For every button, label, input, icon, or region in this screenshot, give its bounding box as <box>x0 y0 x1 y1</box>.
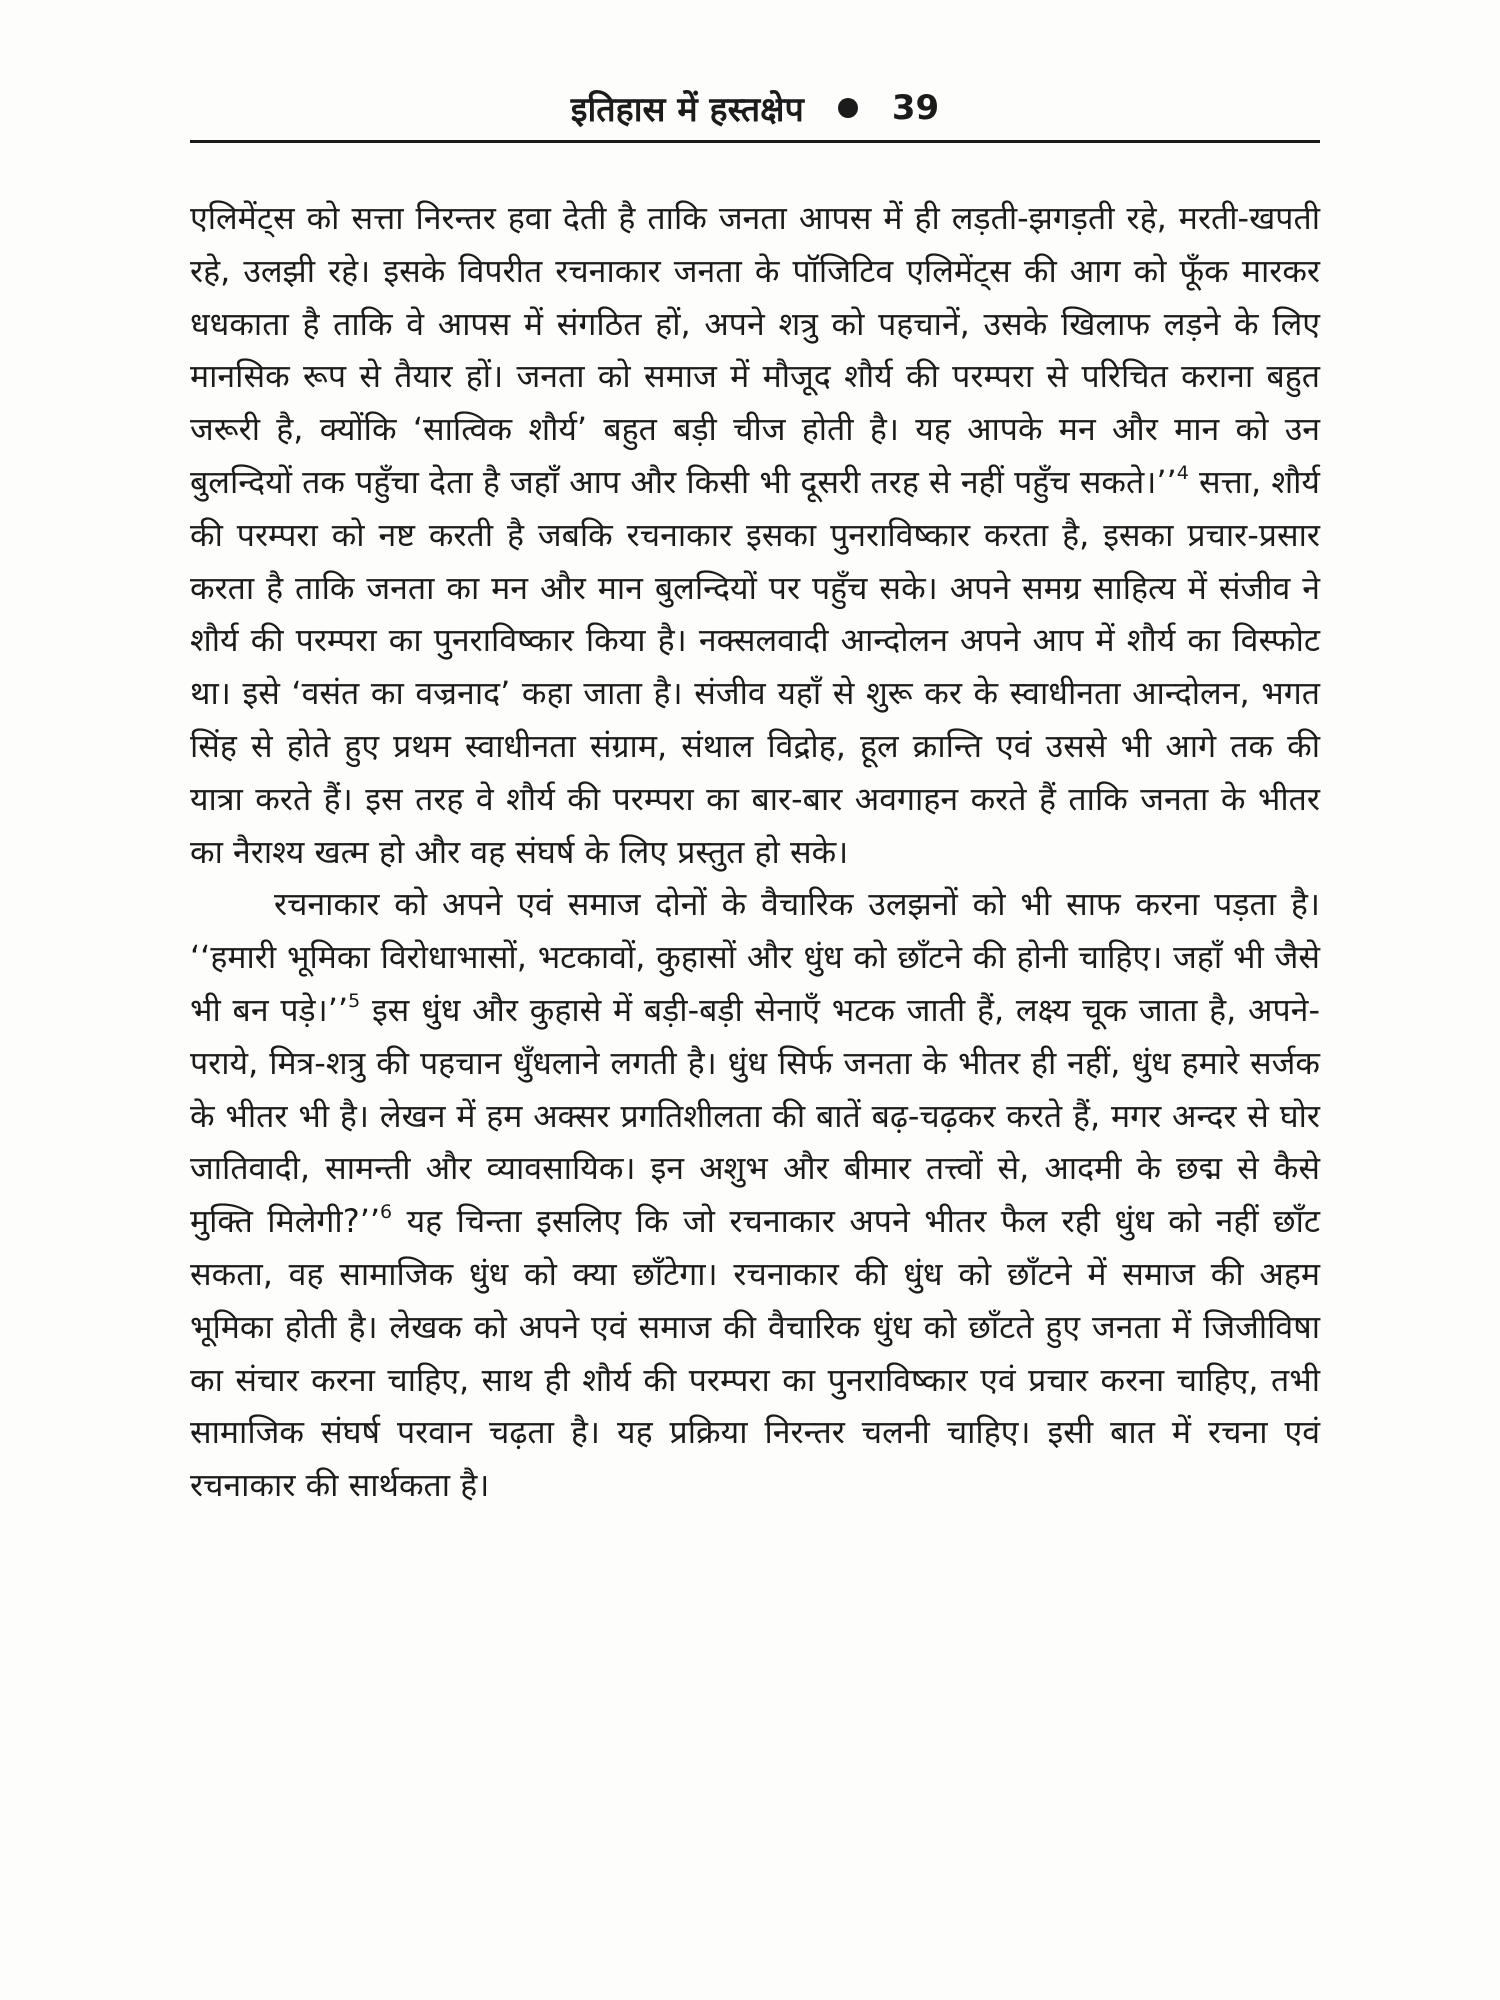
header-rule <box>190 140 1320 143</box>
footnote-ref-6: 6 <box>380 1201 393 1224</box>
running-header <box>190 78 1320 138</box>
paragraph-2 <box>190 878 1320 1512</box>
page-number: 39 <box>891 88 940 128</box>
paragraph-2-text-c: यह चिन्ता इसलिए कि जो रचनाकार अपने भीतर फैल रही धुंध को नहीं छाँट सकता, वह सामाजिक धुंध को क्या छाँटेगा। रचनाकार की धुंध को छाँटने में समाज की अहम भूमिका होती है। लेखक को अपने एवं समाज की वैचारिक धुंध को छाँटते हुए जनता में जिजीविषा का संचार करना चाहिए, साथ ही शौर्य की परम्परा का पुनराविष्कार एवं प्रचार करना चाहिए, तभी सामाजिक संघर्ष परवान चढ़ता है। यह प्रक्रिया निरन्तर चलनी चाहिए। इसी बात में रचना एवं रचनाकार की सार्थकता है। <box>190 1202 1320 1505</box>
paragraph-2-text-b: इस धुंध और कुहासे में बड़ी-बड़ी सेनाएँ भटक जाती हैं, लक्ष्य चूक जाता है, अपने-पराये, मित्र-शत्रु की पहचान धुँधलाने लगती है। धुंध सिर्फ जनता के भीतर ही नहीं, धुंध हमारे सर्जक के भीतर भी है। लेखन में हम अक्सर प्रगतिशीलता की बातें बढ़-चढ़कर करते हैं, मगर अन्दर से घोर जातिवादी, सामन्ती और व्यावसायिक। इन अशुभ और बीमार तत्त्वों से, आदमी के छद्म से कैसे मुक्ति मिलेगी?’’ <box>190 990 1320 1241</box>
bullet-dot-icon <box>838 98 858 118</box>
footnote-ref-4: 4 <box>1176 462 1189 485</box>
footnote-ref-5: 5 <box>348 990 361 1013</box>
paragraph-2-text-a: रचनाकार को अपने एवं समाज दोनों के वैचारिक उलझनों को भी साफ करना पड़ता है। ‘‘हमारी भूमिका विरोधाभासों, भटकावों, कुहासों और धुंध को छाँटने की होनी चाहिए। जहाँ भी जैसे भी बन पड़े।’’ <box>190 885 1320 1029</box>
paragraph-1 <box>190 192 1320 878</box>
paragraph-1-text-b: सत्ता, शौर्य की परम्परा को नष्ट करती है जबकि रचनाकार इसका पुनराविष्कार करता है, इसका प्रचार-प्रसार करता है ताकि जनता का मन और मान बुलन्दियों पर पहुँच सके। अपने समग्र साहित्य में संजीव ने शौर्य की परम्परा का पुनराविष्कार किया है। नक्सलवादी आन्दोलन अपने आप में शौर्य का विस्फोट था। इसे ‘वसंत का वज्रनाद’ कहा जाता है। संजीव यहाँ से शुरू कर के स्वाधीनता आन्दोलन, भगत सिंह से होते हुए प्रथम स्वाधीनता संग्राम, संथाल विद्रोह, हूल क्रान्ति एवं उससे भी आगे तक की यात्रा करते हैं। इस तरह वे शौर्य की परम्परा का बार-बार अवगाहन करते हैं ताकि जनता के भीतर का नैराश्य खत्म हो और वह संघर्ष के लिए प्रस्तुत हो सके। <box>190 462 1320 871</box>
paragraph-1-text-a: एलिमेंट्स को सत्ता निरन्तर हवा देती है ताकि जनता आपस में ही लड़ती-झगड़ती रहे, मरती-खपती रहे, उलझी रहे। इसके विपरीत रचनाकार जनता के पॉजिटिव एलिमेंट्स की आग को फूँक मारकर धधकाता है ताकि वे आपस में संगठित हों, अपने शत्रु को पहचानें, उसके खिलाफ लड़ने के लिए मानसिक रूप से तैयार हों। जनता को समाज में मौजूद शौर्य की परम्परा से परिचित कराना बहुत जरूरी है, क्योंकि ‘सात्विक शौर्य’ बहुत बड़ी चीज होती है। यह आपके मन और मान को उन बुलन्दियों तक पहुँचा देता है जहाँ आप और किसी भी दूसरी तरह से नहीं पहुँच सकते।’’ <box>190 199 1320 501</box>
body-text <box>190 192 1320 1512</box>
running-header-title: इतिहास में हस्तक्षेप <box>570 90 804 130</box>
